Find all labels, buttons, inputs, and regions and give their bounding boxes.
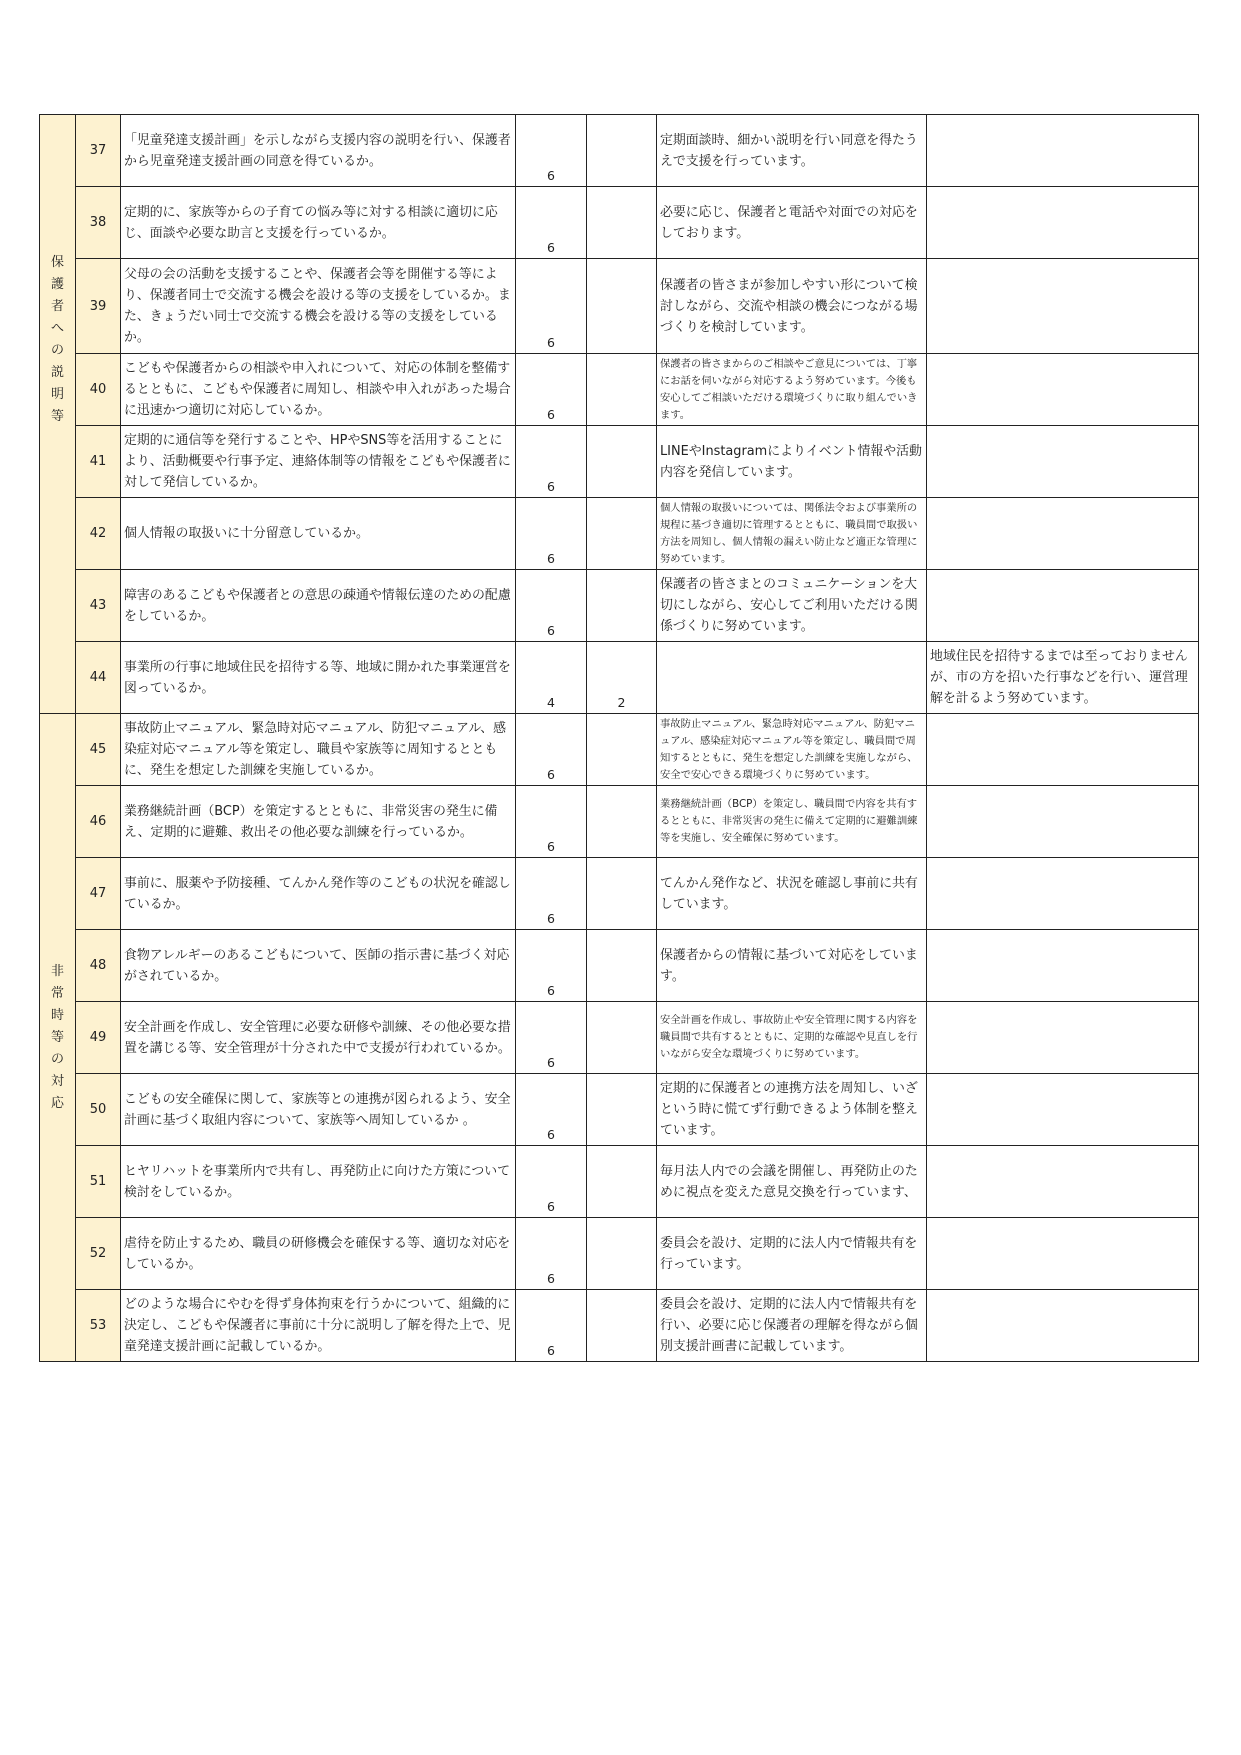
item-number: 44	[76, 642, 120, 713]
question-cell	[121, 786, 515, 857]
question-text: どのような場合にやむを得ず身体拘束を行うかについて、組織的に決定し、こどもや保護者に事前に十分に説明し了解を得た上で、児童発達支援計画に記載しているか。	[124, 1297, 511, 1354]
remark-text: 地域住民を招待するまでは至っておりませんが、市の方を招いた行事などを行い、運営理解を計るよう努めています。	[930, 649, 1188, 706]
yes-count: 6	[516, 714, 586, 785]
no-count	[587, 714, 656, 785]
question-text: 定期的に、家族等からの子育ての悩み等に対する相談に適切に応じ、面談や必要な助言と支援を行っているか。	[124, 204, 498, 241]
yes-count: 6	[516, 426, 586, 497]
remark-cell	[927, 1002, 1198, 1073]
comment-cell	[657, 259, 926, 353]
comment-cell	[657, 714, 926, 785]
comment-text: 定期的に保護者との連携方法を周知し、いざという時に慌てず行動できるよう体制を整えています。	[660, 1081, 918, 1138]
comment-text: LINEやInstagramによりイベント情報や活動内容を発信しています。	[660, 443, 922, 480]
question-text: 定期的に通信等を発行することや、HPやSNS等を活用することにより、活動概要や行事予定、連絡体制等の情報をこどもや保護者に対して発信しているか。	[124, 433, 511, 490]
item-number: 52	[76, 1218, 120, 1289]
question-cell	[121, 570, 515, 641]
question-text: 父母の会の活動を支援することや、保護者会等を開催する等により、保護者同士で交流する機会を設ける等の支援をしているか。また、きょうだい同士で交流する機会を設ける等の支援をしているか。	[124, 267, 511, 345]
question-text: こどもの安全確保に関して、家族等との連携が図られるよう、安全計画に基づく取組内容について、家族等へ周知しているか 。	[124, 1091, 511, 1128]
remark-cell	[927, 115, 1198, 186]
item-number: 45	[76, 714, 120, 785]
yes-count: 6	[516, 1002, 586, 1073]
comment-cell	[657, 1074, 926, 1145]
no-count	[587, 1146, 656, 1217]
section-cell	[40, 714, 75, 1361]
no-count	[587, 115, 656, 186]
item-number: 39	[76, 259, 120, 353]
comment-text: 事故防止マニュアル、緊急時対応マニュアル、防犯マニュアル、感染症対応マニュアル等を策定し、職員間で周知するとともに、発生を想定した訓練を実施しながら、安全で安心できる環境づくりに努めています。	[660, 717, 918, 781]
remark-cell	[927, 354, 1198, 425]
comment-cell	[657, 498, 926, 569]
yes-count: 6	[516, 498, 586, 569]
comment-cell	[657, 1290, 926, 1361]
item-number: 50	[76, 1074, 120, 1145]
item-number: 41	[76, 426, 120, 497]
remark-cell	[927, 930, 1198, 1001]
no-count	[587, 426, 656, 497]
question-cell	[121, 187, 515, 258]
remark-cell	[927, 642, 1198, 713]
remark-cell	[927, 1074, 1198, 1145]
question-cell	[121, 1218, 515, 1289]
section-label: 保護者への説明等	[50, 255, 64, 424]
yes-count: 6	[516, 1218, 586, 1289]
comment-text: てんかん発作など、状況を確認し事前に共有しています。	[660, 875, 918, 912]
yes-count: 6	[516, 115, 586, 186]
item-number: 53	[76, 1290, 120, 1361]
comment-text: 毎月法人内での会議を開催し、再発防止のために視点を変えた意見交換を行っています、	[660, 1163, 918, 1200]
question-cell	[121, 930, 515, 1001]
question-cell	[121, 354, 515, 425]
question-text: 業務継続計画（BCP）を策定するとともに、非常災害の発生に備え、定期的に避難、救出その他必要な訓練を行っているか。	[124, 803, 498, 840]
remark-cell	[927, 259, 1198, 353]
evaluation-table	[39, 114, 1199, 1362]
item-number: 37	[76, 115, 120, 186]
yes-count: 4	[516, 642, 586, 713]
item-number: 51	[76, 1146, 120, 1217]
yes-count: 6	[516, 354, 586, 425]
no-count	[587, 858, 656, 929]
question-text: ヒヤリハットを事業所内で共有し、再発防止に向けた方策について検討をしているか。	[124, 1163, 511, 1200]
no-count: 2	[587, 642, 656, 713]
section-cell	[40, 115, 75, 713]
remark-cell	[927, 1146, 1198, 1217]
question-text: 虐待を防止するため、職員の研修機会を確保する等、適切な対応をしているか。	[124, 1235, 511, 1272]
question-cell	[121, 642, 515, 713]
comment-text: 保護者の皆さまとのコミュニケーションを大切にしながら、安心してご利用いただける関係づくりに努めています。	[660, 577, 918, 634]
item-number: 38	[76, 187, 120, 258]
no-count	[587, 1074, 656, 1145]
yes-count: 6	[516, 930, 586, 1001]
question-text: 安全計画を作成し、安全管理に必要な研修や訓練、その他必要な措置を講じる等、安全管理が十分された中で支援が行われているか。	[124, 1019, 511, 1056]
item-number: 40	[76, 354, 120, 425]
question-cell	[121, 1290, 515, 1361]
yes-count: 6	[516, 259, 586, 353]
question-text: 個人情報の取扱いに十分留意しているか。	[124, 526, 369, 541]
comment-text: 定期面談時、細かい説明を行い同意を得たうえで支援を行っています。	[660, 132, 918, 169]
question-cell	[121, 115, 515, 186]
comment-cell	[657, 570, 926, 641]
question-cell	[121, 426, 515, 497]
comment-cell	[657, 930, 926, 1001]
comment-cell	[657, 858, 926, 929]
no-count	[587, 1290, 656, 1361]
item-number: 49	[76, 1002, 120, 1073]
no-count	[587, 259, 656, 353]
item-number: 47	[76, 858, 120, 929]
remark-cell	[927, 786, 1198, 857]
item-number: 42	[76, 498, 120, 569]
question-cell	[121, 1146, 515, 1217]
remark-cell	[927, 714, 1198, 785]
remark-cell	[927, 858, 1198, 929]
no-count	[587, 498, 656, 569]
yes-count: 6	[516, 1074, 586, 1145]
no-count	[587, 570, 656, 641]
comment-text: 個人情報の取扱いについては、関係法令および事業所の規程に基づき適切に管理するとともに、職員間で取扱い方法を周知し、個人情報の漏えい防止など適正な管理に努めています。	[660, 501, 918, 565]
comment-cell	[657, 354, 926, 425]
no-count	[587, 930, 656, 1001]
question-cell	[121, 858, 515, 929]
yes-count: 6	[516, 1290, 586, 1361]
remark-cell	[927, 570, 1198, 641]
item-number: 43	[76, 570, 120, 641]
question-text: 事業所の行事に地域住民を招待する等、地域に開かれた事業運営を図っているか。	[124, 659, 511, 696]
yes-count: 6	[516, 570, 586, 641]
question-text: こどもや保護者からの相談や申入れについて、対応の体制を整備するとともに、こどもや保護者に周知し、相談や申入れがあった場合に迅速かつ適切に対応しているか。	[124, 361, 511, 418]
comment-text: 保護者の皆さまからのご相談やご意見については、丁寧にお話を伺いながら対応するよう努めています。今後も安心してご相談いただける環境づくりに取り組んでいきます。	[660, 357, 918, 421]
comment-text: 委員会を設け、定期的に法人内で情報共有を行っています。	[660, 1235, 918, 1272]
comment-cell	[657, 1218, 926, 1289]
comment-text: 保護者からの情報に基づいて対応をしています。	[660, 947, 918, 984]
question-cell	[121, 1074, 515, 1145]
no-count	[587, 187, 656, 258]
remark-cell	[927, 426, 1198, 497]
question-text: 「児童発達支援計画」を示しながら支援内容の説明を行い、保護者から児童発達支援計画の同意を得ているか。	[124, 132, 511, 169]
question-cell	[121, 259, 515, 353]
no-count	[587, 1218, 656, 1289]
comment-cell	[657, 1146, 926, 1217]
question-text: 食物アレルギーのあるこどもについて、医師の指示書に基づく対応がされているか。	[124, 947, 510, 984]
item-number: 48	[76, 930, 120, 1001]
remark-cell	[927, 498, 1198, 569]
remark-cell	[927, 1290, 1198, 1361]
remark-cell	[927, 1218, 1198, 1289]
comment-cell	[657, 786, 926, 857]
comment-cell	[657, 115, 926, 186]
comment-text: 保護者の皆さまが参加しやすい形について検討しながら、交流や相談の機会につながる場づくりを検討しています。	[660, 277, 918, 335]
comment-cell	[657, 426, 926, 497]
remark-cell	[927, 187, 1198, 258]
question-text: 事前に、服薬や予防接種、てんかん発作等のこどもの状況を確認しているか。	[124, 875, 511, 912]
comment-text: 業務継続計画（BCP）を策定し、職員間で内容を共有するとともに、非常災害の発生に備えて定期的に避難訓練等を実施し、安全確保に努めています。	[660, 798, 918, 844]
question-text: 障害のあるこどもや保護者との意思の疎通や情報伝達のための配慮をしているか。	[124, 587, 511, 624]
section-label: 非常時等の対応	[50, 963, 64, 1111]
no-count	[587, 786, 656, 857]
comment-cell	[657, 1002, 926, 1073]
question-text: 事故防止マニュアル、緊急時対応マニュアル、防犯マニュアル、感染症対応マニュアル等を策定し、職員や家族等に周知するとともに、発生を想定した訓練を実施しているか。	[124, 721, 507, 778]
no-count	[587, 1002, 656, 1073]
question-cell	[121, 714, 515, 785]
comment-cell	[657, 642, 926, 713]
question-cell	[121, 498, 515, 569]
yes-count: 6	[516, 187, 586, 258]
question-cell	[121, 1002, 515, 1073]
yes-count: 6	[516, 1146, 586, 1217]
no-count	[587, 354, 656, 425]
yes-count: 6	[516, 786, 586, 857]
item-number: 46	[76, 786, 120, 857]
comment-text: 委員会を設け、定期的に法人内で情報共有を行い、必要に応じ保護者の理解を得ながら個別支援計画書に記載しています。	[660, 1297, 918, 1354]
comment-cell	[657, 187, 926, 258]
comment-text: 安全計画を作成し、事故防止や安全管理に関する内容を職員間で共有するとともに、定期的な確認や見直しを行いながら安全な環境づくりに努めています。	[660, 1014, 918, 1060]
comment-text: 必要に応じ、保護者と電話や対面での対応をしております。	[660, 204, 918, 241]
yes-count: 6	[516, 858, 586, 929]
